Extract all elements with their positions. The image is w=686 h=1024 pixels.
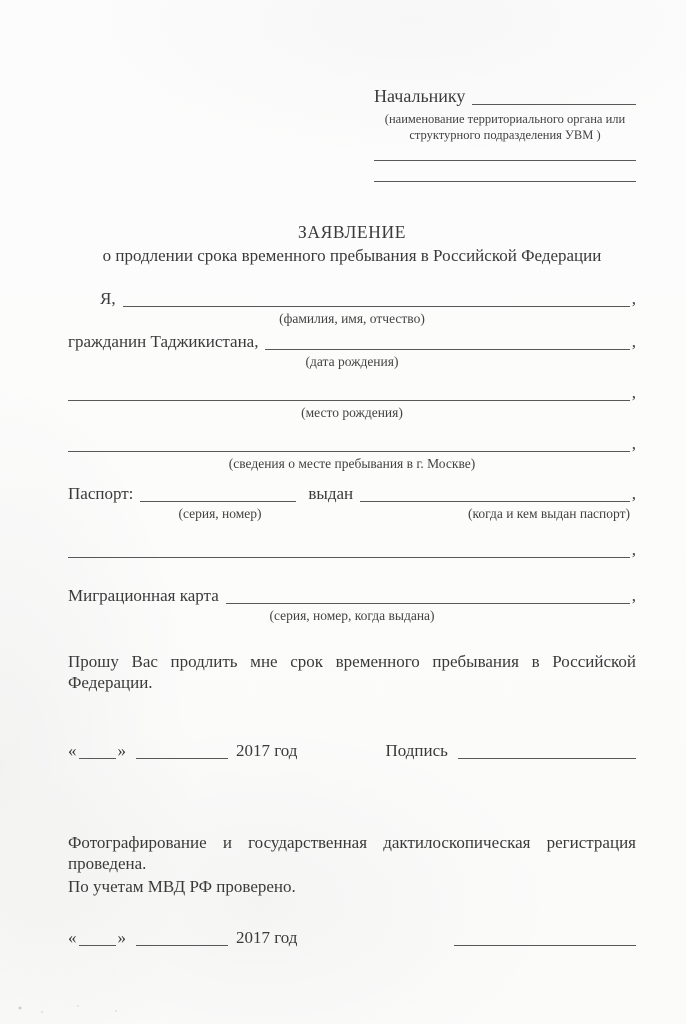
open-quote: « [68, 928, 77, 948]
signature-blank-line [458, 757, 636, 759]
trailing-comma: , [631, 383, 636, 403]
trailing-comma: , [631, 483, 636, 503]
request-line-1: Прошу Вас продлить мне срок временного пребывания в Российской [68, 652, 636, 671]
close-quote: » [117, 740, 126, 760]
date-signature-row [68, 740, 636, 762]
passport-series-caption: (серия, номер) [178, 506, 262, 522]
stay-place-blank-line [68, 450, 630, 452]
birth-place-caption: (место рождения) [301, 405, 403, 421]
month-blank-line [136, 757, 228, 759]
signature-label: Подпись [385, 740, 448, 760]
verification-line-1: Фотографирование и государственная дактилоскопическая регистрация [68, 832, 636, 852]
birth-date-blank-line [265, 348, 629, 350]
close-quote: » [117, 928, 126, 948]
fio-blank-line [123, 305, 630, 307]
day-blank-line [79, 757, 116, 759]
addressee-note-line1: (наименование территориального органа или [384, 111, 626, 126]
passport-issue-caption: (когда и кем выдан паспорт) [467, 506, 630, 522]
fio-field-row [68, 288, 636, 310]
document-title: ЗАЯВЛЕНИЕ [297, 222, 406, 243]
request-paragraph [68, 651, 636, 694]
person-prefix-label: Я, [100, 289, 116, 309]
passport-continuation-row [68, 539, 636, 561]
migration-card-caption: (серия, номер, когда выдана) [269, 608, 435, 624]
passport-captions-row [68, 506, 636, 523]
trailing-comma: , [631, 434, 636, 453]
birth-place-field-row [68, 382, 636, 404]
addressee-label: Начальнику [374, 86, 466, 106]
bottom-date-row [68, 927, 636, 949]
passport-continuation-blank-line [68, 556, 630, 558]
issued-label: выдан [308, 483, 354, 503]
year-label: 2017 год [236, 740, 298, 760]
addressee-blank-line-2 [374, 180, 636, 182]
migration-card-field-row [68, 585, 636, 607]
citizenship-label: гражданин Таджикистана, [68, 332, 259, 352]
official-signature-blank-line [454, 944, 636, 946]
day-blank-line [79, 944, 116, 946]
document-subtitle: о продлении срока временного пребывания в Российской Федерации [102, 246, 602, 266]
passport-series-blank-line [140, 500, 296, 502]
stay-place-field-row [68, 433, 636, 455]
addressee-note-line2: структурного подразделения УВМ ) [409, 127, 601, 142]
trailing-comma: , [631, 332, 636, 352]
month-blank-line [136, 944, 228, 946]
mvd-checked-text: По учетам МВД РФ проверено. [68, 877, 296, 897]
request-line-2: Федерации. [68, 673, 153, 693]
migration-card-label: Миграционная карта [68, 586, 219, 606]
verification-block [68, 832, 636, 898]
trailing-comma: , [631, 586, 636, 606]
stay-place-caption: (сведения о месте пребывания в г. Москве) [228, 456, 476, 472]
citizenship-field-row [68, 331, 636, 353]
trailing-comma: , [631, 539, 636, 559]
addressee-blank-line-1 [374, 159, 636, 161]
birth-place-blank-line [68, 399, 630, 401]
birth-date-caption: (дата рождения) [305, 354, 399, 370]
passport-field-row [68, 483, 636, 505]
trailing-comma: , [631, 289, 636, 309]
migration-card-blank-line [226, 602, 630, 604]
passport-issue-blank-line [360, 500, 630, 502]
verification-line-2: проведена. [68, 853, 147, 873]
addressee-block [374, 86, 636, 182]
fio-caption: (фамилия, имя, отчество) [279, 311, 425, 327]
year-label: 2017 год [236, 928, 298, 948]
open-quote: « [68, 740, 77, 760]
scan-artifact [8, 996, 138, 1018]
addressee-fill-line [472, 103, 636, 105]
passport-label: Паспорт: [68, 483, 134, 503]
